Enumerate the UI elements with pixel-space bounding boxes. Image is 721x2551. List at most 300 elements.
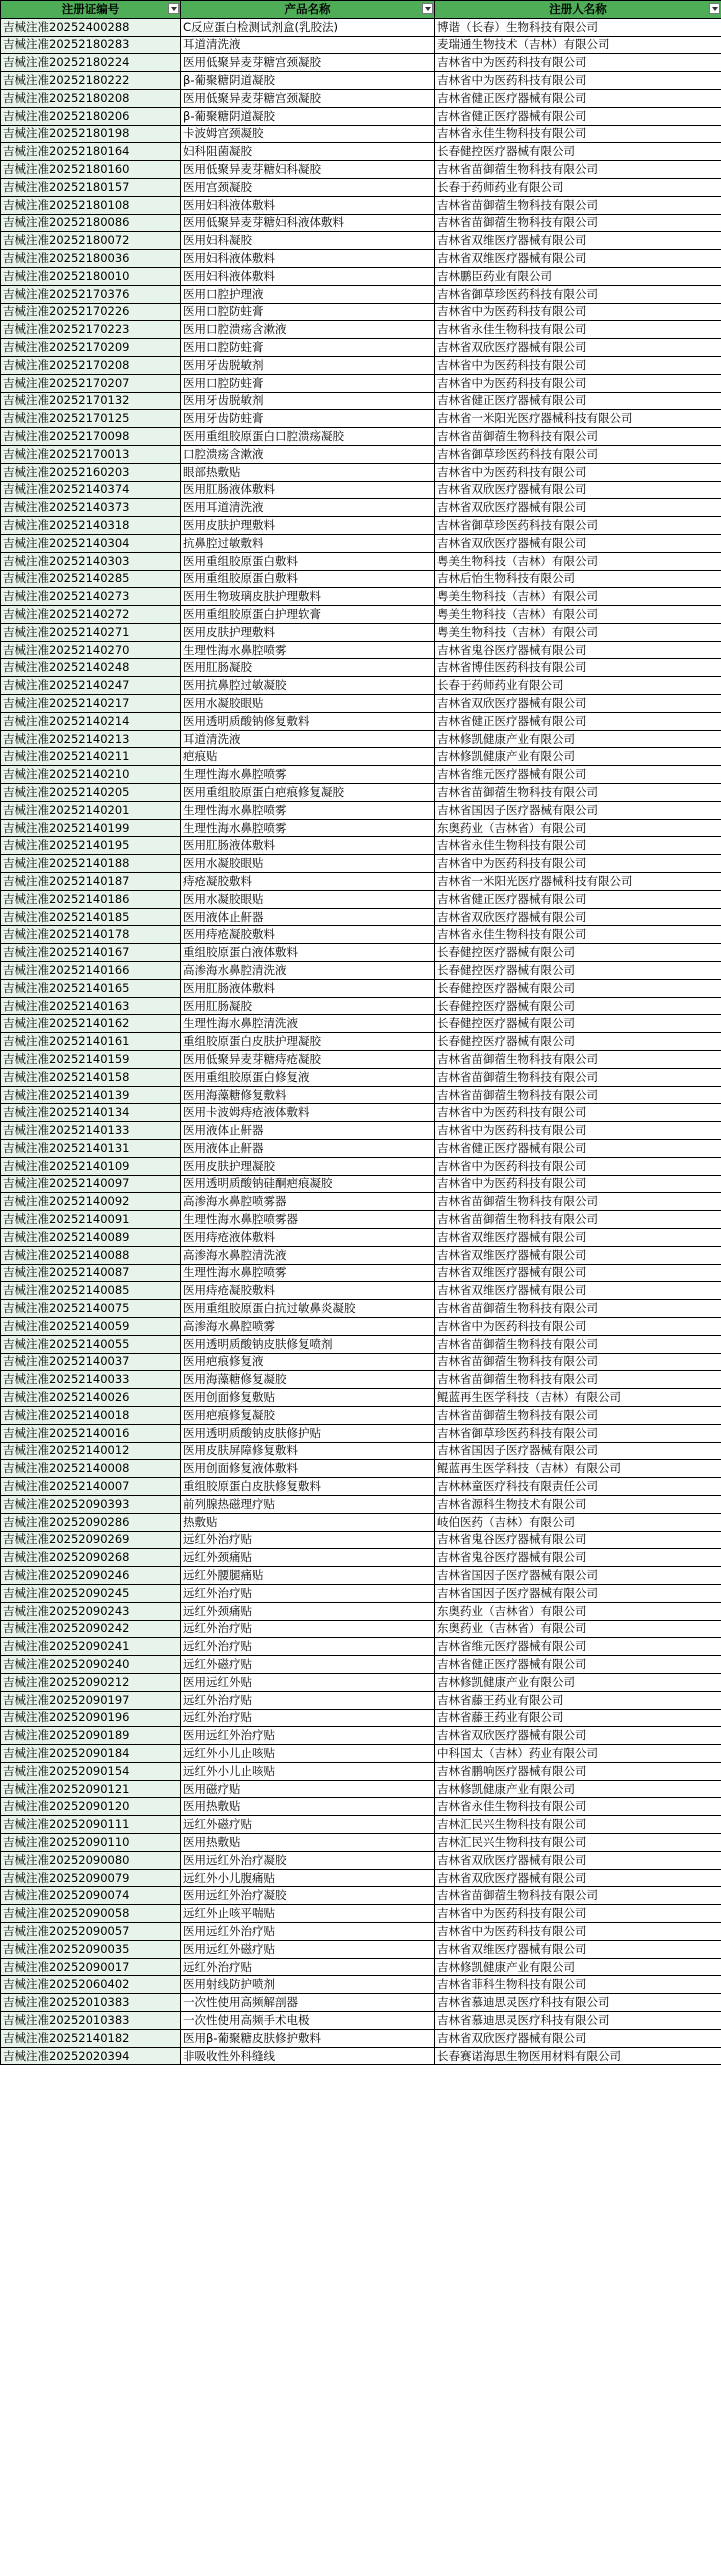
cell-registration-no[interactable]: 吉械注准20252170376 <box>1 285 181 303</box>
cell-registration-no[interactable]: 吉械注准20252140163 <box>1 997 181 1015</box>
cell-registration-no[interactable]: 吉械注准20252140158 <box>1 1068 181 1086</box>
cell-registrant[interactable]: 长春赛诺海思生物医用材料有限公司 <box>435 2047 721 2065</box>
cell-registration-no[interactable]: 吉械注准20252140159 <box>1 1051 181 1069</box>
cell-product-name[interactable]: 医用口腔溃疡含漱液 <box>181 321 435 339</box>
cell-registrant[interactable]: 吉林省双维医疗器械有限公司 <box>435 1228 721 1246</box>
cell-registrant[interactable]: 粤美生物科技（吉林）有限公司 <box>435 552 721 570</box>
cell-product-name[interactable]: 口腔溃疡含漱液 <box>181 445 435 463</box>
cell-registrant[interactable]: 吉林后怡生物科技有限公司 <box>435 570 721 588</box>
cell-registration-no[interactable]: 吉械注准20252140008 <box>1 1460 181 1478</box>
cell-registrant[interactable]: 吉林省双欣医疗器械有限公司 <box>435 1869 721 1887</box>
cell-product-name[interactable]: 医用β-葡聚糖皮肤修护敷料 <box>181 2029 435 2047</box>
cell-registration-no[interactable]: 吉械注准20252140217 <box>1 695 181 713</box>
cell-product-name[interactable]: 医用重组胶原蛋白修复液 <box>181 1068 435 1086</box>
cell-registrant[interactable]: 吉林省双维医疗器械有限公司 <box>435 232 721 250</box>
cell-product-name[interactable]: 医用射线防护喷剂 <box>181 1976 435 1994</box>
cell-product-name[interactable]: 医用宫颈凝胶 <box>181 178 435 196</box>
cell-registrant[interactable]: 吉林省永佳生物科技有限公司 <box>435 1798 721 1816</box>
cell-product-name[interactable]: 远红外腰腿痛贴 <box>181 1567 435 1585</box>
cell-registrant[interactable]: 吉林省中为医药科技有限公司 <box>435 1905 721 1923</box>
cell-registrant[interactable]: 吉林省一米阳光医疗器械科技有限公司 <box>435 873 721 891</box>
cell-registrant[interactable]: 吉林省双欣医疗器械有限公司 <box>435 499 721 517</box>
cell-registrant[interactable]: 东奥药业（吉林省）有限公司 <box>435 1602 721 1620</box>
cell-product-name[interactable]: 医用妇科液体敷料 <box>181 196 435 214</box>
cell-registration-no[interactable]: 吉械注准20252140201 <box>1 801 181 819</box>
cell-registrant[interactable]: 吉林省国因子医疗器械有限公司 <box>435 1567 721 1585</box>
cell-registrant[interactable]: 吉林省慕迪思灵医疗科技有限公司 <box>435 1994 721 2012</box>
cell-registrant[interactable]: 吉林省双维医疗器械有限公司 <box>435 1246 721 1264</box>
cell-registrant[interactable]: 麦瑞通生物技术（吉林）有限公司 <box>435 36 721 54</box>
cell-registration-no[interactable]: 吉械注准20252090240 <box>1 1656 181 1674</box>
cell-product-name[interactable]: 医用重组胶原蛋白抗过敏鼻炎凝胶 <box>181 1300 435 1318</box>
cell-registrant[interactable]: 吉林省双欣医疗器械有限公司 <box>435 534 721 552</box>
cell-product-name[interactable]: 医用水凝胶眼贴 <box>181 890 435 908</box>
cell-product-name[interactable]: 医用重组胶原蛋白护理软膏 <box>181 606 435 624</box>
cell-registrant[interactable]: 岐伯医药（吉林）有限公司 <box>435 1513 721 1531</box>
cell-registration-no[interactable]: 吉械注准20252010383 <box>1 1994 181 2012</box>
cell-product-name[interactable]: 重组胶原蛋白皮肤护理凝胶 <box>181 1033 435 1051</box>
cell-product-name[interactable]: 医用痔疮凝胶敷料 <box>181 926 435 944</box>
cell-registration-no[interactable]: 吉械注准20252170223 <box>1 321 181 339</box>
cell-registration-no[interactable]: 吉械注准20252140131 <box>1 1140 181 1158</box>
cell-registration-no[interactable]: 吉械注准20252140374 <box>1 481 181 499</box>
cell-product-name[interactable]: 医用牙齿脱敏剂 <box>181 356 435 374</box>
cell-registrant[interactable]: 吉林省中为医药科技有限公司 <box>435 1317 721 1335</box>
cell-registration-no[interactable]: 吉械注准20252180222 <box>1 72 181 90</box>
cell-registrant[interactable]: 吉林省苗御蓿生物科技有限公司 <box>435 214 721 232</box>
cell-registration-no[interactable]: 吉械注准20252180108 <box>1 196 181 214</box>
cell-registrant[interactable]: 吉林省鬼谷医疗器械有限公司 <box>435 641 721 659</box>
cell-registrant[interactable]: 吉林汇民兴生物科技有限公司 <box>435 1816 721 1834</box>
cell-registration-no[interactable]: 吉械注准20252170132 <box>1 392 181 410</box>
cell-product-name[interactable]: 医用疤痕修复液 <box>181 1353 435 1371</box>
cell-registration-no[interactable]: 吉械注准20252140186 <box>1 890 181 908</box>
cell-registration-no[interactable]: 吉械注准20252090189 <box>1 1727 181 1745</box>
cell-registration-no[interactable]: 吉械注准20252140272 <box>1 606 181 624</box>
cell-product-name[interactable]: 重组胶原蛋白皮肤修复敷料 <box>181 1478 435 1496</box>
cell-registrant[interactable]: 吉林省维元医疗器械有限公司 <box>435 1638 721 1656</box>
cell-product-name[interactable]: 医用痔疮凝胶敷料 <box>181 1282 435 1300</box>
cell-registrant[interactable]: 吉林省永佳生物科技有限公司 <box>435 321 721 339</box>
cell-product-name[interactable]: 医用远红外磁疗贴 <box>181 1940 435 1958</box>
cell-registrant[interactable]: 吉林省双维医疗器械有限公司 <box>435 1264 721 1282</box>
cell-registrant[interactable]: 吉林省御草珍医药科技有限公司 <box>435 517 721 535</box>
cell-registration-no[interactable]: 吉械注准20252140075 <box>1 1300 181 1318</box>
cell-product-name[interactable]: 生理性海水鼻腔清洗液 <box>181 1015 435 1033</box>
cell-registration-no[interactable]: 吉械注准20252180010 <box>1 267 181 285</box>
cell-registrant[interactable]: 吉林省慕迪思灵医疗科技有限公司 <box>435 2012 721 2030</box>
cell-product-name[interactable]: 远红外治疗贴 <box>181 1958 435 1976</box>
cell-product-name[interactable]: 医用液体止鼾器 <box>181 908 435 926</box>
cell-registration-no[interactable]: 吉械注准20252140195 <box>1 837 181 855</box>
cell-registrant[interactable]: 吉林省国因子医疗器械有限公司 <box>435 801 721 819</box>
cell-registrant[interactable]: 吉林省双欣医疗器械有限公司 <box>435 481 721 499</box>
cell-registration-no[interactable]: 吉械注准20252140248 <box>1 659 181 677</box>
cell-registration-no[interactable]: 吉械注准20252140091 <box>1 1211 181 1229</box>
cell-product-name[interactable]: 医用透明质酸钠硅酮疤痕凝胶 <box>181 1175 435 1193</box>
cell-product-name[interactable]: 远红外磁疗贴 <box>181 1816 435 1834</box>
cell-product-name[interactable]: 痔疮凝胶敷料 <box>181 873 435 891</box>
cell-product-name[interactable]: 生理性海水鼻腔喷雾 <box>181 801 435 819</box>
cell-registrant[interactable]: 吉林省苗御蓿生物科技有限公司 <box>435 784 721 802</box>
cell-registration-no[interactable]: 吉械注准20252090286 <box>1 1513 181 1531</box>
cell-registrant[interactable]: 吉林省苗御蓿生物科技有限公司 <box>435 1068 721 1086</box>
filter-dropdown-icon[interactable] <box>422 3 433 14</box>
cell-registration-no[interactable]: 吉械注准20252140199 <box>1 819 181 837</box>
cell-registrant[interactable]: 中科国太（吉林）药业有限公司 <box>435 1745 721 1763</box>
cell-registration-no[interactable]: 吉械注准20252140007 <box>1 1478 181 1496</box>
cell-registrant[interactable]: 吉林省中为医药科技有限公司 <box>435 374 721 392</box>
cell-registration-no[interactable]: 吉械注准20252090074 <box>1 1887 181 1905</box>
cell-product-name[interactable]: 医用口腔防蛀膏 <box>181 374 435 392</box>
cell-registrant[interactable]: 吉林省苗御蓿生物科技有限公司 <box>435 1051 721 1069</box>
cell-registrant[interactable]: 长春健控医疗器械有限公司 <box>435 962 721 980</box>
cell-registration-no[interactable]: 吉械注准20252140026 <box>1 1389 181 1407</box>
cell-registrant[interactable]: 东奥药业（吉林省）有限公司 <box>435 1620 721 1638</box>
cell-registrant[interactable]: 吉林省健正医疗器械有限公司 <box>435 890 721 908</box>
cell-product-name[interactable]: 医用妇科凝胶 <box>181 232 435 250</box>
cell-product-name[interactable]: 医用透明质酸钠皮肤修护贴 <box>181 1424 435 1442</box>
cell-registration-no[interactable]: 吉械注准20252090058 <box>1 1905 181 1923</box>
cell-product-name[interactable]: 医用创面修复液体敷料 <box>181 1460 435 1478</box>
cell-registrant[interactable]: 吉林省双欣医疗器械有限公司 <box>435 1727 721 1745</box>
cell-registration-no[interactable]: 吉械注准20252400288 <box>1 18 181 36</box>
cell-product-name[interactable]: 远红外治疗贴 <box>181 1531 435 1549</box>
cell-registrant[interactable]: 吉林省御草珍医药科技有限公司 <box>435 285 721 303</box>
cell-registrant[interactable]: 吉林省苗御蓿生物科技有限公司 <box>435 1193 721 1211</box>
cell-registrant[interactable]: 粤美生物科技（吉林）有限公司 <box>435 588 721 606</box>
cell-registrant[interactable]: 吉林省健正医疗器械有限公司 <box>435 392 721 410</box>
cell-product-name[interactable]: 远红外小儿止咳贴 <box>181 1762 435 1780</box>
filter-dropdown-icon[interactable] <box>168 3 179 14</box>
cell-product-name[interactable]: 医用低聚异麦芽糖痔疮凝胶 <box>181 1051 435 1069</box>
cell-registration-no[interactable]: 吉械注准20252090243 <box>1 1602 181 1620</box>
cell-registration-no[interactable]: 吉械注准20252140012 <box>1 1442 181 1460</box>
cell-product-name[interactable]: 生理性海水鼻腔喷雾 <box>181 766 435 784</box>
cell-product-name[interactable]: 高渗海水鼻腔喷雾 <box>181 1317 435 1335</box>
cell-product-name[interactable]: β-葡聚糖阴道凝胶 <box>181 72 435 90</box>
cell-registration-no[interactable]: 吉械注准20252020394 <box>1 2047 181 2065</box>
cell-registrant[interactable]: 吉林省鬼谷医疗器械有限公司 <box>435 1531 721 1549</box>
cell-product-name[interactable]: 医用透明质酸钠修复敷料 <box>181 712 435 730</box>
cell-registrant[interactable]: 吉林省苗御蓿生物科技有限公司 <box>435 1406 721 1424</box>
cell-registration-no[interactable]: 吉械注准20252170207 <box>1 374 181 392</box>
cell-registrant[interactable]: 吉林省中为医药科技有限公司 <box>435 463 721 481</box>
cell-product-name[interactable]: 高渗海水鼻腔喷雾器 <box>181 1193 435 1211</box>
cell-registrant[interactable]: 吉林省苗御蓿生物科技有限公司 <box>435 161 721 179</box>
cell-registration-no[interactable]: 吉械注准20252090269 <box>1 1531 181 1549</box>
cell-product-name[interactable]: 医用肛肠液体敷料 <box>181 481 435 499</box>
cell-product-name[interactable]: 耳道清洗液 <box>181 36 435 54</box>
filter-dropdown-icon[interactable] <box>709 3 720 14</box>
cell-registration-no[interactable]: 吉械注准20252140055 <box>1 1335 181 1353</box>
cell-registration-no[interactable]: 吉械注准20252180224 <box>1 54 181 72</box>
cell-registrant[interactable]: 吉林省中为医药科技有限公司 <box>435 1923 721 1941</box>
cell-product-name[interactable]: 医用耳道清洗液 <box>181 499 435 517</box>
cell-product-name[interactable]: 医用液体止鼾器 <box>181 1140 435 1158</box>
cell-product-name[interactable]: 眼部热敷贴 <box>181 463 435 481</box>
cell-registration-no[interactable]: 吉械注准20252090110 <box>1 1834 181 1852</box>
cell-registration-no[interactable]: 吉械注准20252170226 <box>1 303 181 321</box>
cell-registrant[interactable]: 长春健控医疗器械有限公司 <box>435 1033 721 1051</box>
cell-product-name[interactable]: 医用低聚异麦芽糖宫颈凝胶 <box>181 54 435 72</box>
cell-product-name[interactable]: 医用水凝胶眼贴 <box>181 695 435 713</box>
cell-product-name[interactable]: 医用重组胶原蛋白敷料 <box>181 552 435 570</box>
cell-registrant[interactable]: 吉林省中为医药科技有限公司 <box>435 356 721 374</box>
cell-product-name[interactable]: 医用口腔护理液 <box>181 285 435 303</box>
cell-registrant[interactable]: 吉林省中为医药科技有限公司 <box>435 1104 721 1122</box>
cell-product-name[interactable]: C反应蛋白检测试剂盒(乳胶法) <box>181 18 435 36</box>
cell-registrant[interactable]: 长春健控医疗器械有限公司 <box>435 1015 721 1033</box>
cell-registration-no[interactable]: 吉械注准20252140270 <box>1 641 181 659</box>
cell-registrant[interactable]: 吉林省苗御蓿生物科技有限公司 <box>435 196 721 214</box>
cell-registration-no[interactable]: 吉械注准20252170208 <box>1 356 181 374</box>
cell-product-name[interactable]: 远红外止咳平喘贴 <box>181 1905 435 1923</box>
cell-product-name[interactable]: 医用皮肤护理敷料 <box>181 623 435 641</box>
cell-registration-no[interactable]: 吉械注准20252180086 <box>1 214 181 232</box>
cell-registrant[interactable]: 吉林省御草珍医药科技有限公司 <box>435 445 721 463</box>
cell-registration-no[interactable]: 吉械注准20252140162 <box>1 1015 181 1033</box>
cell-registration-no[interactable]: 吉械注准20252140273 <box>1 588 181 606</box>
cell-registration-no[interactable]: 吉械注准20252090246 <box>1 1567 181 1585</box>
cell-registrant[interactable]: 吉林省藤王药业有限公司 <box>435 1709 721 1727</box>
cell-registrant[interactable]: 吉林省维元医疗器械有限公司 <box>435 766 721 784</box>
cell-registration-no[interactable]: 吉械注准20252140285 <box>1 570 181 588</box>
cell-registrant[interactable]: 吉林省永佳生物科技有限公司 <box>435 926 721 944</box>
cell-registrant[interactable]: 吉林省御草珍医药科技有限公司 <box>435 1424 721 1442</box>
cell-product-name[interactable]: 远红外小儿止咳贴 <box>181 1745 435 1763</box>
cell-registrant[interactable]: 吉林省鹏响医疗器械有限公司 <box>435 1762 721 1780</box>
cell-registrant[interactable]: 吉林省苗御蓿生物科技有限公司 <box>435 428 721 446</box>
cell-registration-no[interactable]: 吉械注准20252090035 <box>1 1940 181 1958</box>
cell-registration-no[interactable]: 吉械注准20252090080 <box>1 1851 181 1869</box>
cell-registration-no[interactable]: 吉械注准20252090184 <box>1 1745 181 1763</box>
cell-registration-no[interactable]: 吉械注准20252170098 <box>1 428 181 446</box>
cell-registration-no[interactable]: 吉械注准20252060402 <box>1 1976 181 1994</box>
cell-product-name[interactable]: 非吸收性外科缝线 <box>181 2047 435 2065</box>
cell-registration-no[interactable]: 吉械注准20252010383 <box>1 2012 181 2030</box>
cell-registrant[interactable]: 长春于药师药业有限公司 <box>435 178 721 196</box>
cell-registrant[interactable]: 吉林省双欣医疗器械有限公司 <box>435 339 721 357</box>
cell-registrant[interactable]: 吉林鹏臣药业有限公司 <box>435 267 721 285</box>
cell-product-name[interactable]: 高渗海水鼻腔清洗液 <box>181 1246 435 1264</box>
cell-registration-no[interactable]: 吉械注准20252140205 <box>1 784 181 802</box>
cell-product-name[interactable]: 医用远红外贴 <box>181 1673 435 1691</box>
cell-registrant[interactable]: 吉林省苗御蓿生物科技有限公司 <box>435 1371 721 1389</box>
cell-product-name[interactable]: 远红外治疗贴 <box>181 1638 435 1656</box>
cell-product-name[interactable]: 高渗海水鼻腔清洗液 <box>181 962 435 980</box>
cell-registration-no[interactable]: 吉械注准20252140059 <box>1 1317 181 1335</box>
cell-registration-no[interactable]: 吉械注准20252140304 <box>1 534 181 552</box>
cell-registration-no[interactable]: 吉械注准20252140097 <box>1 1175 181 1193</box>
cell-registration-no[interactable]: 吉械注准20252140187 <box>1 873 181 891</box>
cell-registration-no[interactable]: 吉械注准20252140088 <box>1 1246 181 1264</box>
cell-product-name[interactable]: 妇科阻菌凝胶 <box>181 143 435 161</box>
cell-registration-no[interactable]: 吉械注准20252090057 <box>1 1923 181 1941</box>
cell-registration-no[interactable]: 吉械注准20252160203 <box>1 463 181 481</box>
cell-registrant[interactable]: 吉林省中为医药科技有限公司 <box>435 303 721 321</box>
cell-registration-no[interactable]: 吉械注准20252140085 <box>1 1282 181 1300</box>
cell-product-name[interactable]: 耳道清洗液 <box>181 730 435 748</box>
cell-registrant[interactable]: 吉林省国因子医疗器械有限公司 <box>435 1584 721 1602</box>
cell-product-name[interactable]: 远红外治疗贴 <box>181 1584 435 1602</box>
cell-registrant[interactable]: 鲲蓝再生医学科技（吉林）有限公司 <box>435 1460 721 1478</box>
cell-registration-no[interactable]: 吉械注准20252170209 <box>1 339 181 357</box>
cell-product-name[interactable]: 医用热敷贴 <box>181 1798 435 1816</box>
cell-registration-no[interactable]: 吉械注准20252090196 <box>1 1709 181 1727</box>
cell-registrant[interactable]: 吉林省中为医药科技有限公司 <box>435 855 721 873</box>
cell-registrant[interactable]: 吉林省国因子医疗器械有限公司 <box>435 1442 721 1460</box>
cell-product-name[interactable]: 医用牙齿脱敏剂 <box>181 392 435 410</box>
cell-product-name[interactable]: 远红外小儿腹痛贴 <box>181 1869 435 1887</box>
cell-product-name[interactable]: 远红外磁疗贴 <box>181 1656 435 1674</box>
cell-registration-no[interactable]: 吉械注准20252140165 <box>1 979 181 997</box>
cell-product-name[interactable]: 医用远红外治疗贴 <box>181 1727 435 1745</box>
cell-registration-no[interactable]: 吉械注准20252090268 <box>1 1549 181 1567</box>
cell-product-name[interactable]: 医用抗鼻腔过敏凝胶 <box>181 677 435 695</box>
cell-registration-no[interactable]: 吉械注准20252180036 <box>1 250 181 268</box>
cell-registration-no[interactable]: 吉械注准20252090121 <box>1 1780 181 1798</box>
cell-registrant[interactable]: 东奥药业（吉林省）有限公司 <box>435 819 721 837</box>
cell-registrant[interactable]: 博谐（长春）生物科技有限公司 <box>435 18 721 36</box>
cell-registration-no[interactable]: 吉械注准20252180157 <box>1 178 181 196</box>
cell-product-name[interactable]: 医用肛肠液体敷料 <box>181 837 435 855</box>
cell-product-name[interactable]: 一次性使用高频解剖器 <box>181 1994 435 2012</box>
cell-product-name[interactable]: 医用卡波姆痔疮液体敷料 <box>181 1104 435 1122</box>
cell-registrant[interactable]: 长春于药师药业有限公司 <box>435 677 721 695</box>
cell-registrant[interactable]: 吉林省一米阳光医疗器械科技有限公司 <box>435 410 721 428</box>
cell-product-name[interactable]: 医用肛肠凝胶 <box>181 659 435 677</box>
cell-registrant[interactable]: 长春健控医疗器械有限公司 <box>435 143 721 161</box>
cell-registrant[interactable]: 吉林省博佳医药科技有限公司 <box>435 659 721 677</box>
cell-registrant[interactable]: 吉林修凯健康产业有限公司 <box>435 1958 721 1976</box>
cell-registration-no[interactable]: 吉械注准20252180164 <box>1 143 181 161</box>
cell-product-name[interactable]: 医用液体止鼾器 <box>181 1122 435 1140</box>
cell-product-name[interactable]: 医用疤痕修复凝胶 <box>181 1406 435 1424</box>
cell-registration-no[interactable]: 吉械注准20252140185 <box>1 908 181 926</box>
cell-registration-no[interactable]: 吉械注准20252090242 <box>1 1620 181 1638</box>
cell-product-name[interactable]: 医用远红外治疗凝胶 <box>181 1887 435 1905</box>
cell-product-name[interactable]: 远红外治疗贴 <box>181 1620 435 1638</box>
cell-registrant[interactable]: 吉林省藤王药业有限公司 <box>435 1691 721 1709</box>
cell-registration-no[interactable]: 吉械注准20252090079 <box>1 1869 181 1887</box>
cell-product-name[interactable]: 医用重组胶原蛋白口腔溃疡凝胶 <box>181 428 435 446</box>
cell-product-name[interactable]: 一次性使用高频手术电极 <box>181 2012 435 2030</box>
cell-registrant[interactable]: 吉林省双维医疗器械有限公司 <box>435 1940 721 1958</box>
cell-product-name[interactable]: 远红外颈痛贴 <box>181 1602 435 1620</box>
cell-registrant[interactable]: 吉林省中为医药科技有限公司 <box>435 72 721 90</box>
cell-product-name[interactable]: 医用痔疮液体敷料 <box>181 1228 435 1246</box>
cell-registrant[interactable]: 吉林省中为医药科技有限公司 <box>435 1122 721 1140</box>
cell-registrant[interactable]: 吉林省苗御蓿生物科技有限公司 <box>435 1211 721 1229</box>
cell-registration-no[interactable]: 吉械注准20252140247 <box>1 677 181 695</box>
cell-product-name[interactable]: 医用低聚异麦芽糖妇科液体敷料 <box>181 214 435 232</box>
cell-product-name[interactable]: 医用海藻糖修复凝胶 <box>181 1371 435 1389</box>
cell-registration-no[interactable]: 吉械注准20252140188 <box>1 855 181 873</box>
cell-registration-no[interactable]: 吉械注准20252140089 <box>1 1228 181 1246</box>
cell-registrant[interactable]: 吉林省中为医药科技有限公司 <box>435 1157 721 1175</box>
cell-product-name[interactable]: 重组胶原蛋白液体敷料 <box>181 944 435 962</box>
cell-registration-no[interactable]: 吉械注准20252140213 <box>1 730 181 748</box>
cell-registration-no[interactable]: 吉械注准20252140033 <box>1 1371 181 1389</box>
cell-registration-no[interactable]: 吉械注准20252140087 <box>1 1264 181 1282</box>
cell-registration-no[interactable]: 吉械注准20252140018 <box>1 1406 181 1424</box>
cell-product-name[interactable]: 医用远红外治疗凝胶 <box>181 1851 435 1869</box>
cell-product-name[interactable]: 医用口腔防蛀膏 <box>181 339 435 357</box>
cell-registrant[interactable]: 吉林省双欣医疗器械有限公司 <box>435 2029 721 2047</box>
cell-registration-no[interactable]: 吉械注准20252140133 <box>1 1122 181 1140</box>
cell-product-name[interactable]: 医用重组胶原蛋白疤痕修复凝胶 <box>181 784 435 802</box>
cell-registrant[interactable]: 吉林省健正医疗器械有限公司 <box>435 1656 721 1674</box>
cell-product-name[interactable]: 医用皮肤屏障修复敷料 <box>181 1442 435 1460</box>
cell-product-name[interactable]: 生理性海水鼻腔喷雾 <box>181 819 435 837</box>
cell-product-name[interactable]: 医用牙齿防蛀膏 <box>181 410 435 428</box>
cell-registration-no[interactable]: 吉械注准20252090241 <box>1 1638 181 1656</box>
cell-registrant[interactable]: 长春健控医疗器械有限公司 <box>435 979 721 997</box>
cell-product-name[interactable]: 远红外治疗贴 <box>181 1709 435 1727</box>
cell-registration-no[interactable]: 吉械注准20252140167 <box>1 944 181 962</box>
cell-registrant[interactable]: 吉林省健正医疗器械有限公司 <box>435 107 721 125</box>
cell-product-name[interactable]: 医用妇科液体敷料 <box>181 267 435 285</box>
cell-registration-no[interactable]: 吉械注准20252140211 <box>1 748 181 766</box>
cell-registrant[interactable]: 吉林省永佳生物科技有限公司 <box>435 837 721 855</box>
cell-registration-no[interactable]: 吉械注准20252140161 <box>1 1033 181 1051</box>
cell-product-name[interactable]: 医用低聚异麦芽糖宫颈凝胶 <box>181 89 435 107</box>
cell-registrant[interactable]: 吉林省双欣医疗器械有限公司 <box>435 908 721 926</box>
cell-product-name[interactable]: 医用口腔防蛀膏 <box>181 303 435 321</box>
cell-registration-no[interactable]: 吉械注准20252180160 <box>1 161 181 179</box>
cell-product-name[interactable]: 医用水凝胶眼贴 <box>181 855 435 873</box>
cell-registration-no[interactable]: 吉械注准20252140134 <box>1 1104 181 1122</box>
cell-registration-no[interactable]: 吉械注准20252090393 <box>1 1495 181 1513</box>
cell-product-name[interactable]: 医用生物玻璃皮肤护理敷料 <box>181 588 435 606</box>
cell-product-name[interactable]: 医用磁疗贴 <box>181 1780 435 1798</box>
cell-registrant[interactable]: 吉林省双欣医疗器械有限公司 <box>435 695 721 713</box>
cell-product-name[interactable]: 医用创面修复敷贴 <box>181 1389 435 1407</box>
cell-registrant[interactable]: 吉林修凯健康产业有限公司 <box>435 1780 721 1798</box>
cell-registrant[interactable]: 吉林省健正医疗器械有限公司 <box>435 712 721 730</box>
cell-registration-no[interactable]: 吉械注准20252140166 <box>1 962 181 980</box>
cell-product-name[interactable]: 疤痕贴 <box>181 748 435 766</box>
cell-product-name[interactable]: 前列腺热磁理疗贴 <box>181 1495 435 1513</box>
cell-registrant[interactable]: 吉林省健正医疗器械有限公司 <box>435 89 721 107</box>
cell-registration-no[interactable]: 吉械注准20252170125 <box>1 410 181 428</box>
cell-registration-no[interactable]: 吉械注准20252180208 <box>1 89 181 107</box>
cell-registrant[interactable]: 吉林省双欣医疗器械有限公司 <box>435 1851 721 1869</box>
cell-registration-no[interactable]: 吉械注准20252090212 <box>1 1673 181 1691</box>
cell-product-name[interactable]: 医用热敷贴 <box>181 1834 435 1852</box>
cell-registrant[interactable]: 吉林省苗御蓿生物科技有限公司 <box>435 1086 721 1104</box>
cell-registrant[interactable]: 粤美生物科技（吉林）有限公司 <box>435 623 721 641</box>
cell-registration-no[interactable]: 吉械注准20252090120 <box>1 1798 181 1816</box>
cell-registrant[interactable]: 吉林省双维医疗器械有限公司 <box>435 250 721 268</box>
cell-registrant[interactable]: 长春健控医疗器械有限公司 <box>435 997 721 1015</box>
cell-registrant[interactable]: 鲲蓝再生医学科技（吉林）有限公司 <box>435 1389 721 1407</box>
cell-product-name[interactable]: 医用透明质酸钠皮肤修复喷剂 <box>181 1335 435 1353</box>
cell-registrant[interactable]: 吉林省苗御蓿生物科技有限公司 <box>435 1353 721 1371</box>
cell-product-name[interactable]: 远红外颈痛贴 <box>181 1549 435 1567</box>
cell-product-name[interactable]: 医用妇科液体敷料 <box>181 250 435 268</box>
cell-registration-no[interactable]: 吉械注准20252140373 <box>1 499 181 517</box>
cell-product-name[interactable]: 生理性海水鼻腔喷雾 <box>181 1264 435 1282</box>
cell-registrant[interactable]: 吉林省中为医药科技有限公司 <box>435 1175 721 1193</box>
cell-registrant[interactable]: 吉林林童医疗科技有限责任公司 <box>435 1478 721 1496</box>
cell-registrant[interactable]: 吉林省苗御蓿生物科技有限公司 <box>435 1887 721 1905</box>
cell-registrant[interactable]: 吉林省鬼谷医疗器械有限公司 <box>435 1549 721 1567</box>
cell-product-name[interactable]: 抗鼻腔过敏敷料 <box>181 534 435 552</box>
cell-registration-no[interactable]: 吉械注准20252170013 <box>1 445 181 463</box>
cell-registration-no[interactable]: 吉械注准20252180072 <box>1 232 181 250</box>
